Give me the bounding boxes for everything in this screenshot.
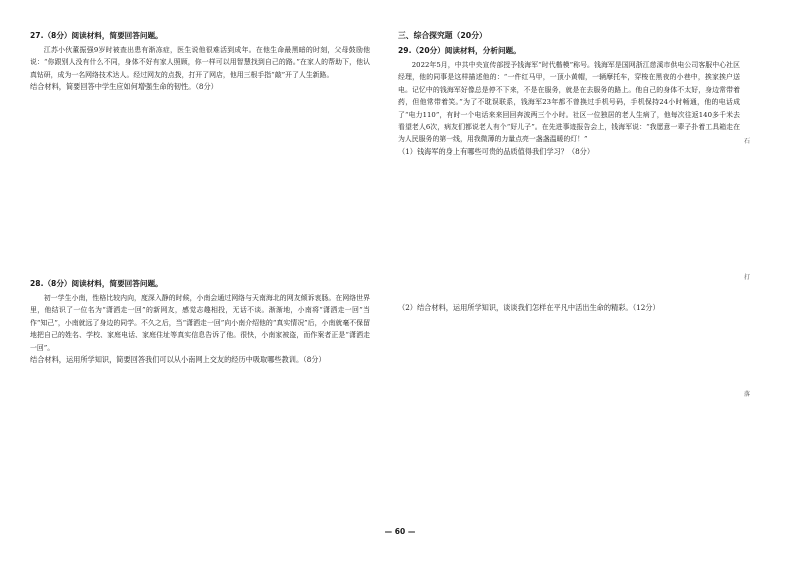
question-27 [30, 30, 370, 94]
question-28-passage: 初一学生小南，性格比较内向，度深入静的时候，小南会通过网络与天南海北的网友倾诉衷肠。在网络世界里，他结识了一位名为“潇洒走一回”的新网友，感觉志趣相投，无话不谈。渐渐地，小南将“潇洒走一回”当作“知己”，小南就远了身边的同学。不久之后，当“潇洒走一回”向小南介绍他的“真实情况”后，小南就毫不保留地把自己的姓名、学校、家庭电话、家庭住址等真实信息告诉了他。很快，小南家被盗，而作案者正是“潇洒走一回”。 [30, 294, 370, 352]
margin-mark-top: 石 [744, 138, 751, 145]
question-29-part-2 [398, 302, 740, 314]
question-27-passage: 江苏小伙董振强9岁时被查出患有渐冻症，医生说他很难活到成年。在他生命最黑暗的时刻，父母鼓励他说：“你跟别人没有什么不同，身体不好有家人照顾，你一样可以用智慧找到自己的路。”在家人的帮助下，他认真钻研，成为一名网络技术达人。经过网友的点拨，打开了网店，他用三根手指“敲”开了人生新路。 [30, 46, 370, 79]
question-29-title: 29.（20分）阅读材料，分析问题。 [398, 46, 521, 55]
question-29-passage: 2022年5月，中共中央宣传部授予钱海军“时代楷模”称号。钱海军是国网浙江慈溪市供电公司客服中心社区经理，他的同事是这样描述他的：“一件红马甲，一顶小黄帽，一辆摩托车，穿梭在黑夜的小巷中，挨家挨户送电。记忆中的钱海军好像总是停不下来，不是在服务，就是在去服务的路上。他自己的身体不太好，身边常带着药，但他常带着笑。”为了不耽误联系，钱海军23年都不曾换过手机号码，手机保持24小时畅通，他的电话成了“电力110”，有时一个电话来来回回奔波两三个小时。社区一位独居的老人生病了，他每次往返140多千米去看望老人6次，病友们都说老人有个“好儿子”。在先进事迹报告会上，钱海军说：“我愿意一辈子扑着工具箱走在为人民服务的第一线，用我微薄的力量点亮一盏盏温暖的灯！” [398, 61, 740, 144]
section-3-title: 三、综合探究题（20分） [398, 31, 487, 40]
question-28-title: 28.（8分）阅读材料，简要回答问题。 [30, 279, 163, 288]
margin-mark-bottom: 落 [744, 391, 751, 398]
question-29-sub2: （2）结合材料，运用所学知识，谈谈我们怎样在平凡中活出生命的精彩。（12分） [398, 303, 660, 312]
page-number: — 60 — [384, 527, 416, 536]
question-27-ask: 结合材料，简要回答中学生应如何增强生命的韧性。（8分） [30, 82, 218, 92]
question-28-ask: 结合材料，运用所学知识，简要回答我们可以从小南网上交友的经历中吸取哪些教训。（8分） [30, 355, 326, 365]
question-27-title: 27.（8分）阅读材料，简要回答问题。 [30, 31, 163, 40]
question-29-sub1: （1）钱海军的身上有哪些可贵的品质值得我们学习？（8分） [398, 146, 595, 156]
question-28 [30, 278, 370, 366]
section-3 [398, 30, 740, 41]
margin-mark-middle: 打 [744, 274, 751, 281]
question-29 [398, 45, 740, 158]
